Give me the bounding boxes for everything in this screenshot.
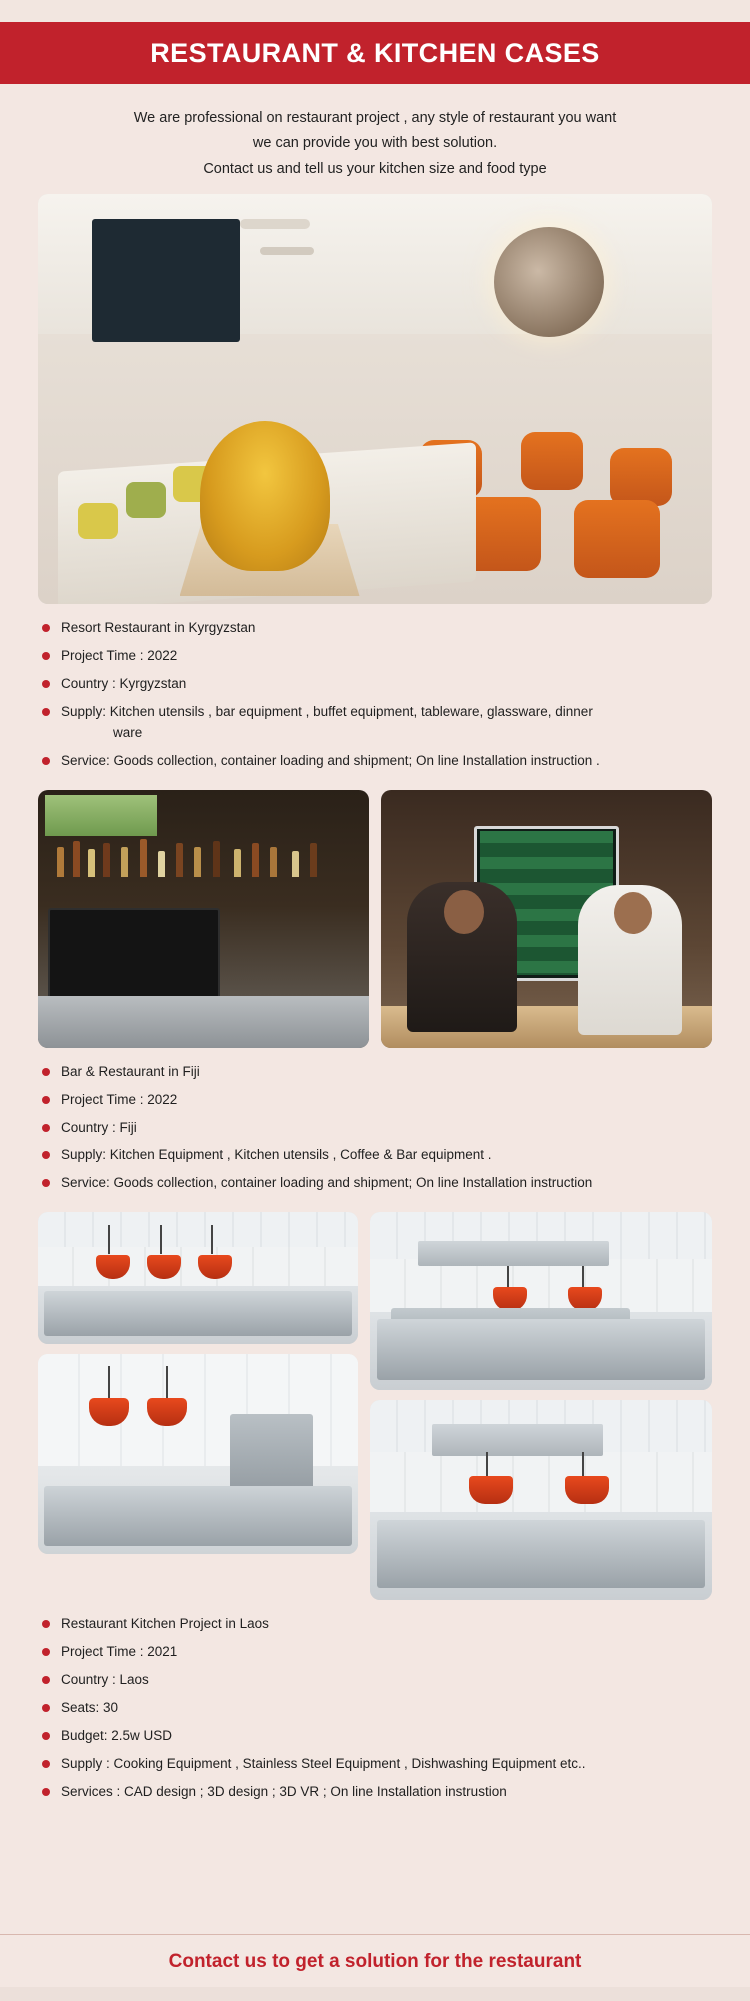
list-item: [38, 1145, 712, 1166]
page-title: RESTAURANT & KITCHEN CASES: [150, 37, 600, 68]
list-item: [38, 1173, 712, 1194]
bullet-text: Country : Kyrgyzstan: [61, 675, 187, 691]
footer-divider: [0, 1934, 750, 1935]
case-fiji-bullets: [0, 1048, 750, 1195]
bullet-text: Project Time : 2021: [61, 1644, 178, 1660]
list-item: [38, 1782, 712, 1803]
bullet-dot-icon: [42, 1151, 50, 1159]
bullet-text: Country : Laos: [61, 1672, 149, 1688]
case-kyrgyzstan-bullets: [0, 604, 750, 772]
intro-line-3: Contact us and tell us your kitchen size and food type: [203, 160, 547, 177]
list-item: [38, 1062, 712, 1083]
intro-line-1: We are professional on restaurant project , any style of restaurant you want: [133, 110, 617, 126]
list-item: [38, 674, 712, 695]
header-banner: [0, 22, 750, 84]
bar-shelf-photo: [38, 790, 369, 1048]
bullet-text: Country : Fiji: [61, 1119, 137, 1135]
list-item: [38, 751, 712, 772]
footer: [0, 1934, 750, 1973]
case-kyrgyzstan-photos: [0, 194, 750, 604]
bullet-text-continued: ware: [113, 724, 143, 740]
page-root: [0, 22, 750, 2001]
case-laos-bullets: [0, 1600, 750, 1802]
bullet-dot-icon: [42, 1124, 50, 1132]
list-item: [38, 646, 712, 667]
case-laos-photos: [0, 1212, 750, 1600]
list-item: [38, 1754, 712, 1775]
bullet-dot-icon: [42, 1096, 50, 1104]
bullet-text: Service: Goods collection, container loading and shipment; On line Installation instruction .: [61, 752, 600, 768]
list-item: [38, 1670, 712, 1691]
bullet-text: [61, 702, 712, 744]
bullet-text: Seats: 30: [61, 1700, 119, 1716]
bullet-dot-icon: [42, 1620, 50, 1628]
list-item: [38, 618, 712, 639]
stainless-kitchen-photo: [370, 1400, 712, 1600]
bullet-dot-icon: [42, 1732, 50, 1740]
bullet-text: Bar & Restaurant in Fiji: [61, 1063, 200, 1079]
bullet-text: Services : CAD design ; 3D design ; 3D VR ; On line Installation instrustion: [61, 1783, 507, 1799]
bullet-dot-icon: [42, 624, 50, 632]
list-item: [38, 1698, 712, 1719]
footer-cta[interactable]: Contact us to get a solution for the restaurant: [168, 1951, 582, 1972]
bullet-dot-icon: [42, 652, 50, 660]
bullet-text: Resort Restaurant in Kyrgyzstan: [61, 620, 256, 636]
list-item: [38, 1614, 712, 1635]
bullet-text: Budget: 2.5w USD: [61, 1727, 173, 1743]
resort-restaurant-interior-photo: [38, 194, 712, 604]
list-item: [38, 1726, 712, 1747]
bullet-dot-icon: [42, 757, 50, 765]
bullet-text: Supply : Cooking Equipment , Stainless Steel Equipment , Dishwashing Equipment etc..: [61, 1755, 586, 1771]
bullet-dot-icon: [42, 680, 50, 688]
customers-at-bar-photo: [381, 790, 712, 1048]
list-item: [38, 702, 712, 744]
bullet-text: Supply: Kitchen Equipment , Kitchen utensils , Coffee & Bar equipment .: [61, 1147, 492, 1163]
bullet-dot-icon: [42, 1704, 50, 1712]
bullet-text-main: Supply: Kitchen utensils , bar equipment , buffet equipment, tableware, glassware, dinner: [61, 703, 593, 719]
bullet-dot-icon: [42, 1648, 50, 1656]
bullet-text: Project Time : 2022: [61, 1091, 178, 1107]
bullet-dot-icon: [42, 1179, 50, 1187]
kitchen-cooking-line-photo: [370, 1212, 712, 1390]
kitchen-heat-lamps-photo: [38, 1212, 358, 1344]
bullet-dot-icon: [42, 708, 50, 716]
bullet-dot-icon: [42, 1068, 50, 1076]
bullet-dot-icon: [42, 1760, 50, 1768]
footer-band: [0, 1987, 750, 2001]
case-fiji-photos: [0, 790, 750, 1048]
bullet-text: Project Time : 2022: [61, 648, 178, 664]
list-item: [38, 1090, 712, 1111]
intro-line-2: we can provide you with best solution.: [252, 135, 498, 152]
dishwashing-area-photo: [38, 1354, 358, 1554]
bullet-dot-icon: [42, 1788, 50, 1796]
list-item: [38, 1642, 712, 1663]
intro-paragraph: [0, 84, 750, 194]
bullet-text: Service: Goods collection, container loading and shipment; On line Installation instruction: [61, 1175, 593, 1191]
bullet-dot-icon: [42, 1676, 50, 1684]
list-item: [38, 1118, 712, 1139]
bullet-text: Restaurant Kitchen Project in Laos: [61, 1616, 269, 1632]
